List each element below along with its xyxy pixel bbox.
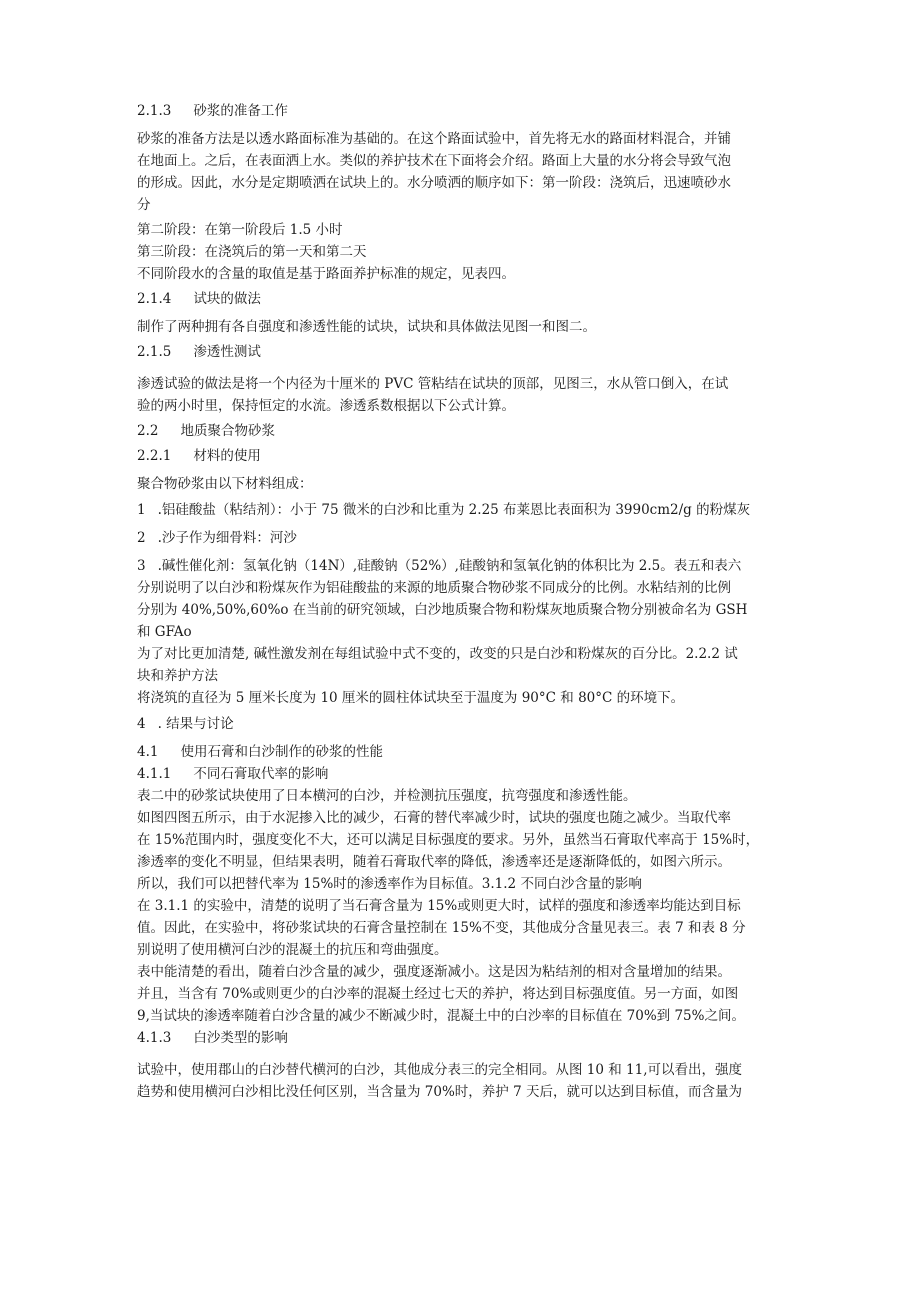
paragraph-water-content: 不同阶段水的含量的取值是基于路面养护标准的规定，见表四。 [137, 266, 515, 282]
paragraph-strength-results [137, 961, 787, 1027]
text-line: 的形成。因此，水分是定期喷洒在试块上的。水分喷洒的顺序如下：第一阶段：浇筑后，迅速喷砂水 [137, 175, 731, 191]
paragraph-sand-type [137, 1059, 787, 1103]
text-line: 渗透试验的做法是将一个内径为十厘米的 PVC 管粘结在试块的顶部，见图三，水从管口倒入，在试 [137, 376, 729, 392]
paragraph-permeability-test [137, 373, 787, 417]
paragraph-comparison [137, 643, 787, 687]
section-heading-2-2 [137, 420, 787, 442]
section-title: 试块的做法 [193, 291, 261, 307]
section-number: 4 [137, 716, 146, 732]
list-number: 2 [137, 530, 146, 546]
text-line: 趋势和使用横河白沙相比没任何区别，当含量为 70%时，养护 7 天后，就可以达到目标值，而含量为 [137, 1084, 742, 1100]
text-line: 试验中，使用郡山的白沙替代横河的白沙，其他成分表三的完全相同。从图 10 和 11,可以看出，强度 [137, 1062, 743, 1078]
text-line: 验的两小时里，保持恒定的水流。渗透系数根据以下公式计算。 [137, 398, 515, 414]
text-line: 渗透率的变化不明显，但结果表明，随着石膏取代率的降低，渗透率还是逐渐降低的，如图六所示。 [137, 854, 731, 870]
paragraph-white-sand-content [137, 895, 787, 961]
text-line: 分 [137, 197, 151, 213]
text-line: 在 15%范围内时，强度变化不大，还可以满足目标强度的要求。另外，虽然当石膏取代率高于 15%时， [137, 832, 760, 848]
stage-three: 第三阶段：在浇筑后的第一天和第二天 [137, 244, 367, 260]
paragraph-materials-intro: 聚合物砂浆由以下材料组成： [137, 476, 313, 492]
paragraph-specimen-method: 制作了两种拥有各自强度和渗透性能的试块，试块和具体做法见图一和图二。 [137, 319, 596, 335]
text-line: 块和养护方法 [137, 668, 218, 684]
section-number: 4.1.3 [137, 1030, 172, 1046]
list-item-2 [137, 527, 787, 549]
paragraph-mortar-preparation [137, 128, 787, 216]
list-text: .沙子作为细骨料：河沙 [157, 530, 297, 546]
section-heading-2-1-3 [137, 100, 787, 122]
text-line: 在地面上。之后，在表面洒上水。类似的养护技术在下面将会介绍。路面上大量的水分将会导致气泡 [137, 153, 731, 169]
section-heading-2-1-4 [137, 288, 787, 310]
section-heading-2-1-5 [137, 341, 787, 363]
paragraph-curing: 将浇筑的直径为 5 厘米长度为 10 厘米的圆柱体试块至于温度为 90°C 和 80°C 的环境下。 [137, 690, 685, 706]
section-heading-4-1 [137, 741, 787, 763]
list-number: 1 [137, 502, 146, 518]
list-number: 3 [137, 558, 146, 574]
section-number: 2.2 [137, 423, 159, 439]
list-text: .碱性催化剂：氢氧化钠（14N）,硅酸钠（52%）,硅酸钠和氢氧化钠的体积比为 2.5。表五和表六 [157, 558, 742, 574]
text-line: 和 GFAo [137, 624, 192, 640]
section-title: 砂浆的准备工作 [193, 103, 288, 119]
text-line: 9,当试块的渗透率随着白沙含量的减少不断减少时，混凝土中的白沙率的目标值在 70%到 75%之间。 [137, 1008, 745, 1024]
text-line: 所以，我们可以把替代率为 15%时的渗透率作为目标值。3.1.2 不同白沙含量的影响 [137, 876, 642, 892]
stage-two: 第二阶段：在第一阶段后 1.5 小时 [137, 222, 343, 238]
text-line: 别说明了使用横河白沙的混凝土的抗压和弯曲强度。 [137, 942, 448, 958]
text-line: 值。因此，在实验中，将砂浆试块的石膏含量控制在 15%不变，其他成分含量见表三。表 7 和表 8 分 [137, 920, 746, 936]
section-title: 地质聚合物砂浆 [180, 423, 275, 439]
section-title: 不同石膏取代率的影响 [193, 766, 329, 782]
text-line: 为了对比更加清楚, 碱性激发剂在每组试验中式不变的，改变的只是白沙和粉煤灰的百分比。2.2.2 试 [137, 646, 738, 662]
section-number: 2.1.4 [137, 291, 172, 307]
list-item-1 [137, 499, 787, 521]
section-title: 渗透性测试 [193, 344, 261, 360]
section-title: 白沙类型的影响 [193, 1030, 288, 1046]
section-number: 4.1 [137, 744, 159, 760]
text-line [137, 555, 787, 577]
section-title: 使用石膏和白沙制作的砂浆的性能 [180, 744, 383, 760]
text-line: 并且，当含有 70%或则更少的白沙率的混凝土经过七天的养护，将达到目标强度值。另一方面，如图 [137, 986, 739, 1002]
section-number: 2.1.3 [137, 103, 172, 119]
section-number: 2.2.1 [137, 448, 172, 464]
text-line: 表中能清楚的看出，随着白沙含量的减少，强度逐渐减小。这是因为粘结剂的相对含量增加的结果。 [137, 964, 731, 980]
document-page [137, 100, 787, 1103]
section-number: 4.1.1 [137, 766, 172, 782]
section-heading-4-1-1 [137, 763, 787, 785]
text-line: 砂浆的准备方法是以透水路面标准为基础的。在这个路面试验中，首先将无水的路面材料混合，并铺 [137, 131, 731, 147]
section-title: . 结果与讨论 [157, 716, 234, 732]
paragraph-gypsum-replacement [137, 807, 787, 895]
section-title: 材料的使用 [193, 448, 261, 464]
text-line: 分别说明了以白沙和粉煤灰作为铝硅酸盐的来源的地质聚合物砂浆不同成分的比例。水粘结剂的比例 [137, 580, 731, 596]
section-heading-4 [137, 713, 787, 735]
paragraph-table-two: 表二中的砂浆试块使用了日本横河的白沙，并检测抗压强度，抗弯强度和渗透性能。 [137, 788, 637, 804]
text-line: 分别为 40%,50%,60%o 在当前的研究领域，白沙地质聚合物和粉煤灰地质聚合物分别被命名为 GSH [137, 602, 748, 618]
section-heading-4-1-3 [137, 1027, 787, 1049]
list-item-3 [137, 555, 787, 643]
text-line: 如图四图五所示，由于水泥掺入比的减少，石膏的替代率减少时，试块的强度也随之减少。当取代率 [137, 810, 731, 826]
section-heading-2-2-1 [137, 445, 787, 467]
section-number: 2.1.5 [137, 344, 172, 360]
list-text: .铝硅酸盐（粘结剂）：小于 75 微米的白沙和比重为 2.25 布莱恩比表面积为 3990cm2/g 的粉煤灰 [157, 502, 751, 518]
text-line: 在 3.1.1 的实验中，清楚的说明了当石膏含量为 15%或则更大时，试样的强度和渗透率均能达到目标 [137, 898, 741, 914]
